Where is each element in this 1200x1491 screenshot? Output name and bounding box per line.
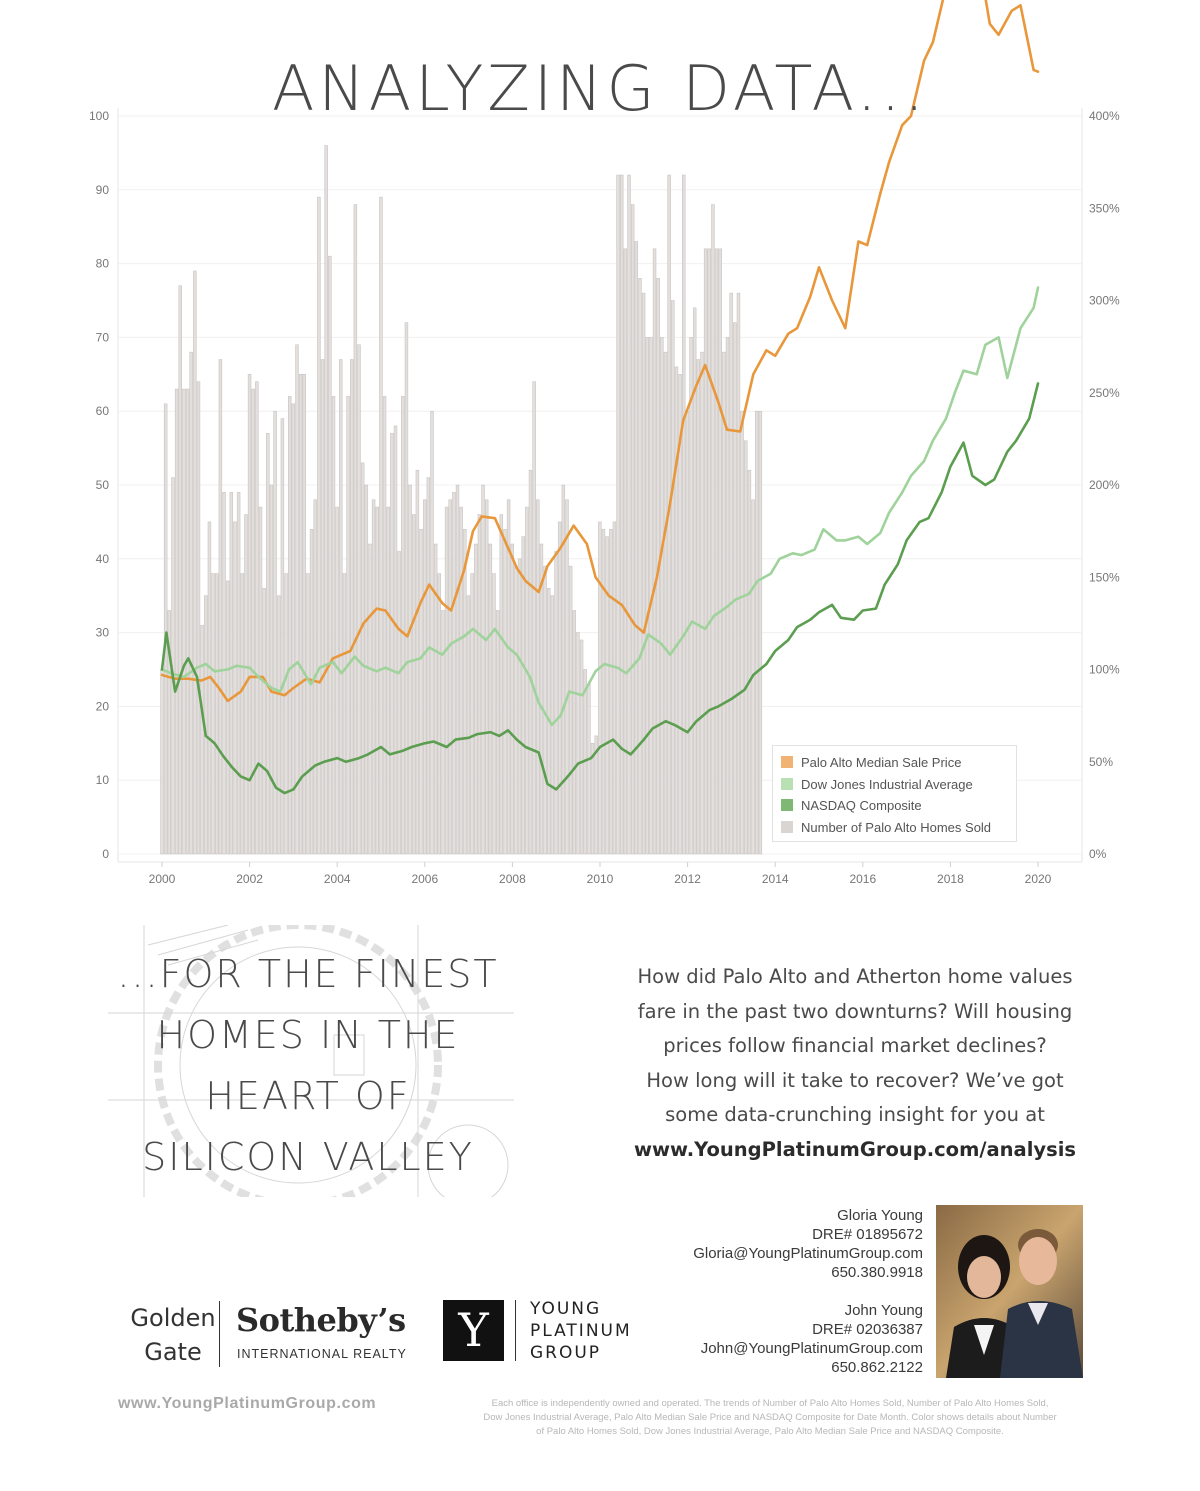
homes-sold-bar: [525, 507, 528, 854]
homes-sold-bar: [412, 515, 415, 854]
homes-sold-bar: [336, 507, 339, 854]
homes-sold-bar: [518, 559, 521, 854]
ypg-line-2: PLATINUM: [530, 1321, 632, 1341]
homes-sold-bar: [755, 411, 758, 854]
left-tick-label: 90: [95, 182, 109, 197]
homes-sold-bar: [255, 382, 258, 854]
homes-sold-bar: [456, 485, 459, 854]
homes-sold-bar: [376, 507, 379, 854]
homes-sold-bar: [398, 551, 401, 854]
contact-dre: DRE# 02036387: [812, 1321, 923, 1338]
homes-sold-bar: [722, 352, 725, 854]
homes-sold-bar: [328, 256, 331, 854]
right-tick-label: 200%: [1089, 478, 1120, 492]
left-tick-label: 40: [95, 551, 109, 566]
homes-sold-bar: [660, 337, 663, 854]
left-tick-label: 0: [102, 847, 109, 861]
homes-sold-bar: [620, 175, 623, 854]
homes-sold-bar: [671, 301, 674, 855]
homes-sold-bar: [624, 249, 627, 854]
homes-sold-bar: [343, 574, 346, 854]
homes-sold-bar: [442, 610, 445, 854]
homes-sold-bar: [383, 396, 386, 854]
left-tick-label: 10: [95, 773, 109, 788]
homes-sold-bar: [369, 544, 372, 854]
contact-name: John Young: [844, 1302, 923, 1319]
right-tick-label: 150%: [1089, 570, 1120, 585]
homes-sold-bar: [354, 205, 357, 854]
homes-sold-bar: [577, 633, 580, 854]
homes-sold-bar: [463, 529, 466, 854]
homes-sold-bar: [164, 404, 167, 854]
right-tick-label: 300%: [1089, 293, 1120, 308]
left-tick-label: 60: [95, 404, 109, 419]
homes-sold-bar: [379, 197, 382, 854]
right-tick-label: 350%: [1089, 201, 1120, 216]
left-tick-label: 80: [95, 256, 109, 271]
homes-sold-bar: [161, 670, 164, 855]
ypg-line-3: GROUP: [530, 1343, 602, 1363]
homes-sold-bar: [726, 337, 729, 854]
homes-sold-bar: [182, 389, 185, 854]
disclaimer-line-2: Dow Jones Industrial Average, Palo Alto Median Sale Price and NASDAQ Composite for Date Month. Color shows details about Number: [483, 1412, 1057, 1423]
promo-line-4: How long will it take to recover? We’ve got: [646, 1068, 1064, 1092]
homes-sold-bar: [613, 522, 616, 854]
contact-john: [693, 1301, 923, 1377]
homes-sold-bar: [741, 411, 744, 854]
homes-sold-bar: [555, 551, 558, 854]
x-tick-label: 2008: [499, 872, 526, 886]
homes-sold-bar: [485, 500, 488, 854]
homes-sold-bar: [759, 411, 762, 854]
homes-sold-bar: [591, 743, 594, 854]
legend-item-nasdaq: [781, 796, 922, 814]
homes-sold-bar: [690, 337, 693, 854]
homes-sold-bar: [288, 396, 291, 854]
x-tick-label: 2012: [674, 872, 701, 886]
homes-sold-bar: [193, 271, 196, 854]
homes-sold-bar: [175, 389, 178, 854]
disclaimer: [458, 1397, 1082, 1439]
tagline-line-4: SILICON VALLEY: [142, 1135, 474, 1179]
contact-email[interactable]: Gloria@YoungPlatinumGroup.com: [693, 1245, 923, 1262]
homes-sold-bar: [252, 389, 255, 854]
homes-sold-bar: [416, 470, 419, 854]
homes-sold-bar: [431, 411, 434, 854]
tagline: [108, 944, 508, 1188]
homes-sold-bar: [573, 610, 576, 854]
sothebys-logo: Sotheby’s: [236, 1301, 406, 1339]
homes-sold-bar: [482, 485, 485, 854]
homes-sold-bar: [704, 249, 707, 854]
homes-sold-bar: [263, 588, 266, 854]
ypg-line-1: YOUNG: [530, 1299, 602, 1319]
homes-sold-bar: [223, 492, 226, 854]
homes-sold-bar: [489, 544, 492, 854]
homes-sold-bar: [478, 515, 481, 854]
homes-sold-bar: [558, 522, 561, 854]
homes-sold-bar: [358, 345, 361, 854]
homes-sold-bar: [708, 249, 711, 854]
homes-sold-bar: [474, 544, 477, 854]
homes-sold-bar: [201, 625, 204, 854]
homes-sold-bar: [642, 293, 645, 854]
homes-sold-bar: [361, 463, 364, 854]
promo-line-3: prices follow financial market declines?: [663, 1034, 1047, 1057]
homes-sold-bar: [744, 441, 747, 854]
homes-sold-bar: [347, 396, 350, 854]
international-realty-label: INTERNATIONAL REALTY: [237, 1347, 407, 1361]
homes-sold-bar: [697, 360, 700, 854]
legend-item-homes-sold: [781, 818, 991, 836]
legend-swatch-dow-jones: [781, 778, 793, 790]
left-tick-label: 20: [95, 699, 109, 714]
homes-sold-bar: [390, 433, 393, 854]
homes-sold-bar: [296, 345, 299, 854]
homes-sold-bar: [310, 529, 313, 854]
homes-sold-bar: [197, 382, 200, 854]
homes-sold-bar: [303, 374, 306, 854]
homes-sold-bar: [587, 684, 590, 854]
legend-label-median-price: Palo Alto Median Sale Price: [801, 754, 962, 770]
promo-line-2: fare in the past two downturns? Will housing: [637, 999, 1073, 1023]
homes-sold-bar: [566, 500, 569, 854]
homes-sold-bar: [350, 360, 353, 854]
legend-swatch-homes-sold: [781, 821, 793, 833]
homes-sold-bar: [609, 529, 612, 854]
homes-sold-bar: [529, 470, 532, 854]
homes-sold-bar: [748, 470, 751, 854]
disclaimer-line-3: of Palo Alto Homes Sold, Dow Jones Industrial Average, Palo Alto Median Sale Price and NASDAQ Composite.: [536, 1426, 1004, 1437]
homes-sold-bar: [635, 241, 638, 854]
homes-sold-bar: [631, 205, 634, 854]
right-tick-label: 50%: [1089, 754, 1114, 769]
homes-sold-bar: [420, 529, 423, 854]
homes-sold-bar: [536, 500, 539, 854]
homes-sold-bar: [682, 175, 685, 854]
promo-text: [600, 960, 1110, 1167]
homes-sold-bar: [277, 596, 280, 854]
promo-line-1: How did Palo Alto and Atherton home values: [637, 965, 1073, 988]
left-tick-label: 30: [95, 625, 109, 640]
right-tick-label: 250%: [1089, 385, 1120, 400]
homes-sold-bar: [241, 574, 244, 854]
legend-item-median-price: [781, 753, 961, 771]
homes-sold-bar: [514, 566, 517, 854]
x-tick-label: 2000: [148, 872, 176, 886]
homes-sold-bar: [493, 574, 496, 854]
homes-sold-bar: [460, 507, 463, 854]
homes-sold-bar: [281, 419, 284, 854]
homes-sold-bar: [372, 500, 375, 854]
x-tick-label: 2014: [761, 872, 789, 886]
homes-sold-bar: [394, 426, 397, 854]
homes-sold-bar: [445, 507, 448, 854]
homes-sold-bar: [190, 352, 193, 854]
homes-sold-bar: [511, 544, 514, 854]
right-tick-label: 400%: [1089, 109, 1120, 123]
homes-sold-bar: [237, 492, 240, 854]
homes-sold-bar: [438, 574, 441, 854]
golden-gate-line-2: Gate: [144, 1338, 202, 1366]
contact-phone[interactable]: 650.380.9918: [831, 1264, 923, 1281]
x-tick-label: 2002: [236, 872, 263, 886]
homes-sold-bar: [639, 278, 642, 854]
homes-sold-bar: [522, 537, 525, 854]
homes-sold-bar: [653, 249, 656, 854]
homes-sold-bar: [733, 323, 736, 854]
homes-sold-bar: [452, 492, 455, 854]
homes-sold-bar: [208, 522, 211, 854]
ypg-logo: [530, 1298, 632, 1364]
homes-sold-bar: [387, 507, 390, 854]
homes-sold-bar: [270, 485, 273, 854]
x-tick-label: 2004: [323, 872, 351, 886]
logo-divider: [219, 1301, 220, 1367]
legend-label-dow-jones: Dow Jones Industrial Average: [801, 776, 973, 792]
homes-sold-bar: [307, 574, 310, 854]
homes-sold-bar: [471, 574, 474, 854]
tagline-line-2: HOMES IN THE: [156, 1013, 460, 1057]
homes-sold-bar: [496, 610, 499, 854]
homes-sold-bar: [719, 249, 722, 854]
homes-sold-bar: [401, 396, 404, 854]
contact-phone[interactable]: 650.862.2122: [831, 1359, 923, 1376]
contact-gloria: [693, 1206, 923, 1282]
homes-sold-bar: [212, 574, 215, 854]
ypg-monogram: Y: [443, 1300, 504, 1361]
homes-sold-bar: [325, 146, 328, 854]
contact-name: Gloria Young: [837, 1207, 923, 1224]
homes-sold-bar: [215, 574, 218, 854]
homes-sold-bar: [533, 382, 536, 854]
page-title: ANALYZING DATA...: [271, 52, 929, 125]
homes-sold-bar: [602, 529, 605, 854]
homes-sold-bar: [580, 640, 583, 854]
agents-photo: [936, 1205, 1083, 1378]
homes-sold-bar: [423, 500, 426, 854]
x-tick-label: 2006: [411, 872, 439, 886]
homes-sold-bar: [664, 352, 667, 854]
homes-sold-bar: [317, 197, 320, 854]
homes-sold-bar: [598, 522, 601, 854]
left-tick-label: 70: [95, 330, 109, 345]
homes-sold-bar: [427, 478, 430, 854]
homes-sold-bar: [701, 352, 704, 854]
homes-sold-bar: [365, 485, 368, 854]
homes-sold-bar: [409, 485, 412, 854]
homes-sold-bar: [219, 360, 222, 854]
x-tick-label: 2018: [937, 872, 964, 886]
homes-sold-bar: [712, 205, 715, 854]
homes-sold-bar: [504, 529, 507, 854]
legend-swatch-median-price: [781, 756, 793, 768]
website-link[interactable]: www.YoungPlatinumGroup.com: [118, 1395, 377, 1412]
analysis-link[interactable]: www.YoungPlatinumGroup.com/analysis: [633, 1137, 1077, 1161]
x-tick-label: 2010: [586, 872, 614, 886]
homes-sold-bar: [715, 249, 718, 854]
homes-sold-bar: [321, 360, 324, 854]
homes-sold-bar: [248, 374, 251, 854]
homes-sold-bar: [186, 389, 189, 854]
legend-swatch-nasdaq: [781, 799, 793, 811]
homes-sold-bar: [737, 293, 740, 854]
legend-label-homes-sold: Number of Palo Alto Homes Sold: [801, 819, 992, 835]
contact-email[interactable]: John@YoungPlatinumGroup.com: [700, 1340, 923, 1357]
homes-sold-bar: [339, 360, 342, 854]
homes-sold-bar: [285, 574, 288, 854]
right-tick-label: 0%: [1089, 847, 1107, 861]
homes-sold-bar: [569, 566, 572, 854]
agent-contacts: [693, 1206, 923, 1396]
homes-sold-bar: [230, 492, 233, 854]
x-tick-label: 2016: [849, 872, 877, 886]
logo-divider: [515, 1300, 516, 1361]
homes-sold-bar: [500, 515, 503, 854]
disclaimer-line-1: Each office is independently owned and operated. The trends of Number of Palo Alto Homes Sold, Number of Palo Alto Homes Sold,: [491, 1398, 1049, 1409]
homes-sold-bar: [730, 293, 733, 854]
right-tick-label: 100%: [1089, 662, 1120, 677]
contact-dre: DRE# 01895672: [812, 1226, 923, 1243]
tagline-line-1: ...FOR THE FINEST: [117, 952, 499, 996]
homes-sold-bar: [405, 323, 408, 854]
legend-label-nasdaq: NASDAQ Composite: [801, 797, 922, 813]
homes-sold-bar: [234, 522, 237, 854]
homes-sold-bar: [449, 500, 452, 854]
legend-item-dow-jones: [781, 775, 973, 793]
x-tick-label: 2020: [1024, 872, 1052, 886]
left-tick-label: 50: [95, 478, 109, 492]
homes-sold-bar: [332, 396, 335, 854]
tagline-line-3: HEART OF: [205, 1074, 411, 1118]
homes-sold-bar: [266, 433, 269, 854]
left-tick-label: 100: [88, 109, 109, 123]
homes-sold-bar: [179, 286, 182, 854]
homes-sold-bar: [617, 175, 620, 854]
homes-sold-bar: [606, 537, 609, 854]
homes-sold-bar: [646, 337, 649, 854]
golden-gate-logo: [113, 1301, 233, 1369]
homes-sold-bar: [226, 581, 229, 854]
chart-legend: [772, 745, 1017, 842]
golden-gate-line-1: Golden: [130, 1304, 216, 1332]
promo-line-5: some data-crunching insight for you at: [665, 1103, 1045, 1126]
homes-sold-bar: [675, 367, 678, 854]
